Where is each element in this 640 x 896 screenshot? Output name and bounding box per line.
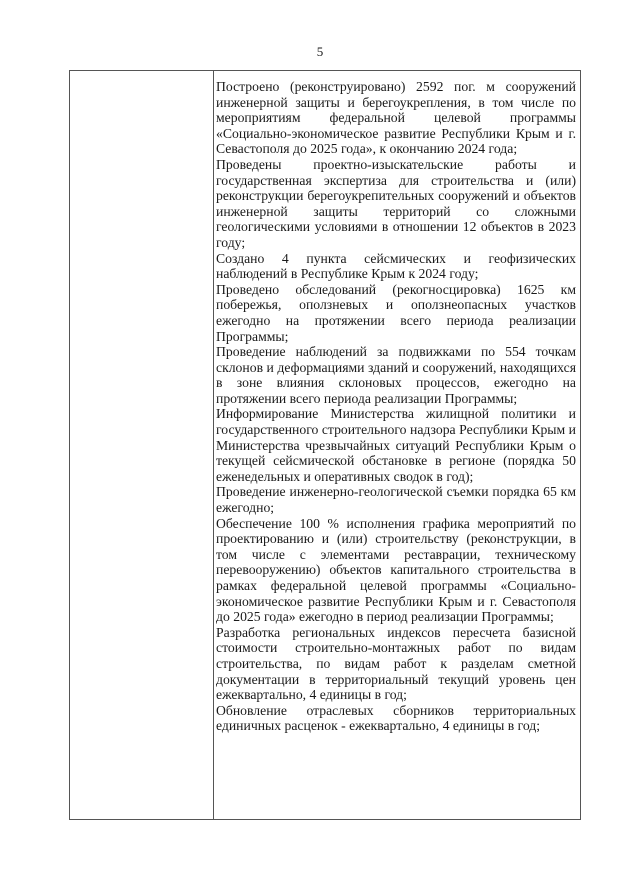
- measure-paragraph: Проведено обследований (рекогносцировка) 1625 км побережья, оползневых и оползнеопасных участков ежегодно на протяжении всего периода реализации Программы;: [216, 281, 576, 344]
- measure-paragraph: Построено (реконструировано) 2592 пог. м сооружений инженерной защиты и берегоукрепления, в том числе по мероприятиям федеральной целевой программы «Социально-экономическое развитие Республики Крым и г. Севастополя до 2025 года», к окончанию 2024 года;: [216, 79, 576, 157]
- measure-paragraph: Проведение инженерно-геологической съемки порядка 65 км ежегодно;: [216, 484, 576, 516]
- measure-paragraph: Проведение наблюдений за подвижками по 554 точкам склонов и деформациями зданий и сооружений, находящихся в зоне влияния склоновых процессов, ежегодно на протяжении всего периода реализации Программы;: [216, 344, 576, 406]
- content-table: [69, 70, 581, 820]
- column-divider: [213, 71, 214, 819]
- page-number: 5: [316, 44, 324, 59]
- measure-paragraph: Обновление отраслевых сборников территориальных единичных расценок - ежеквартально, 4 единицы в год;: [216, 702, 576, 734]
- table-right-cell: [216, 79, 576, 734]
- measure-paragraph: Обеспечение 100 % исполнения графика мероприятий по проектированию и (или) строительству (реконструкции, в том числе с элементами реставрации, техническому перевооружению) объектов капитального строительства в рамках федеральной целевой программы «Социально-экономическое развитие Республики Крым и г. Севастополя до 2025 года» ежегодно в период реализации Программы;: [216, 515, 576, 625]
- measure-paragraph: Проведены проектно-изыскательские работы и государственная экспертиза для строительства и (или) реконструкции берегоукрепительных сооружений и объектов инженерной защиты территорий со сложными геологическими условиями в отношении 12 объектов в 2023 году;: [216, 156, 576, 250]
- table-left-cell: [70, 71, 213, 819]
- measure-paragraph: Информирование Министерства жилищной политики и государственного строительного надзора Республики Крым и Министерства чрезвычайных ситуаций Республики Крым о текущей сейсмической обстановке в регионе (порядка 50 еженедельных и оперативных сводок в год);: [216, 406, 576, 484]
- measure-paragraph: Создано 4 пункта сейсмических и геофизических наблюдений в Республике Крым к 2024 году;: [216, 250, 576, 282]
- measure-paragraph: Разработка региональных индексов пересчета базисной стоимости строительно-монтажных работ по видам строительства, по видам работ к разделам сметной документации в территориальный текущий уровень цен ежеквартально, 4 единицы в год;: [216, 624, 576, 703]
